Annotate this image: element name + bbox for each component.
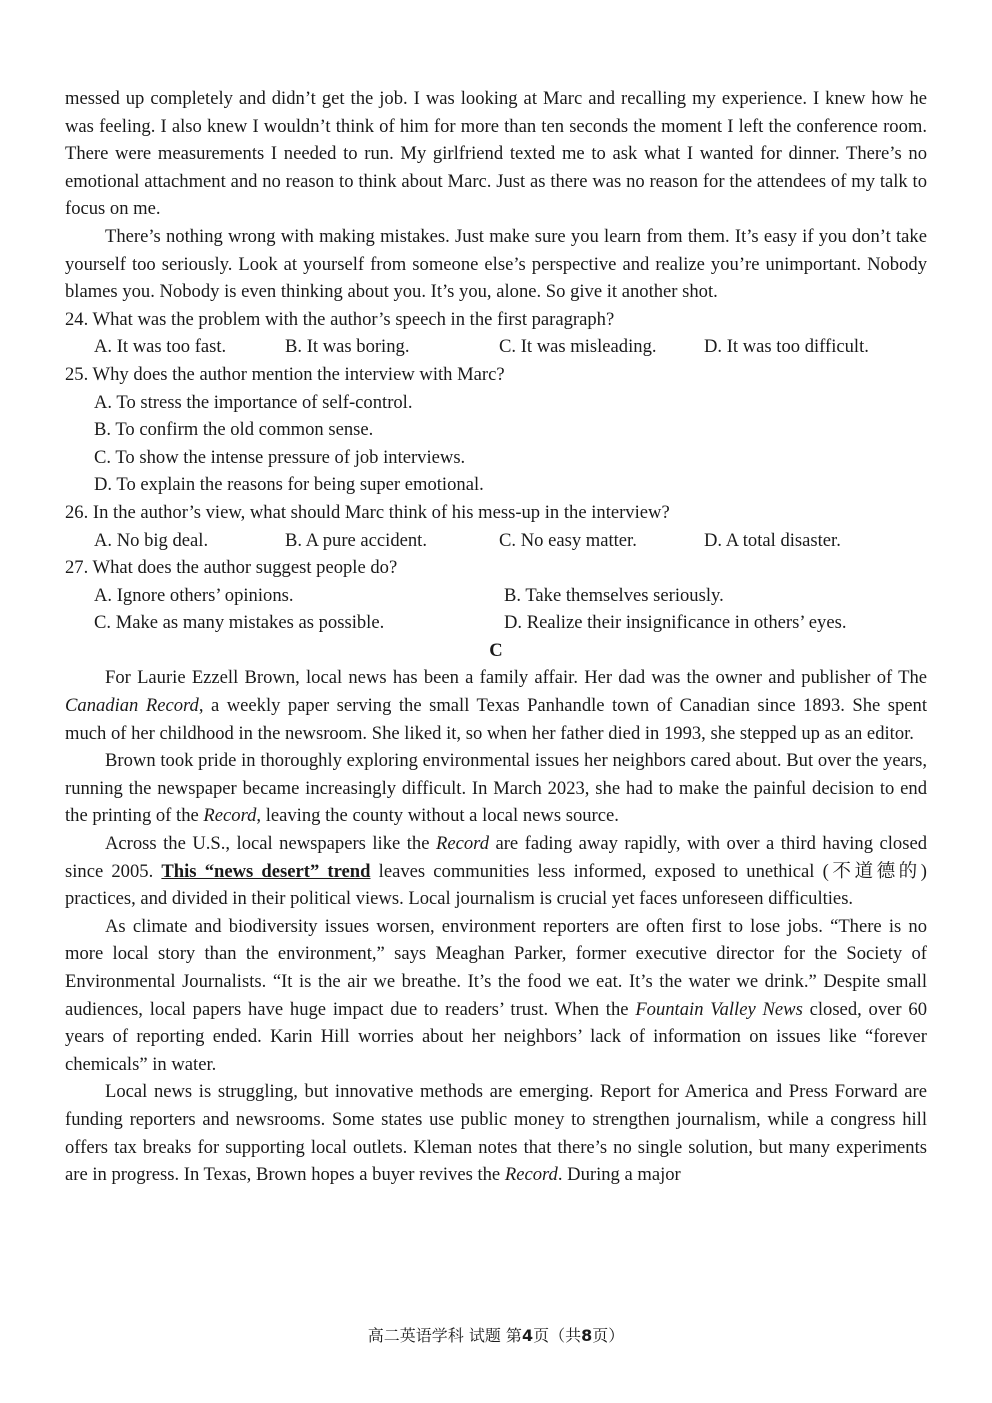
footer-text: 高二英语学科 试题 第 <box>367 1326 522 1345</box>
option-d: D. To explain the reasons for being super emotional. <box>94 474 484 496</box>
page-total: 8 <box>581 1326 593 1345</box>
text: , leaving the county without a local news source. <box>256 805 619 827</box>
page-content <box>65 85 927 1189</box>
text: , a weekly paper serving the small Texas Panhandle town of Canadian since 1893. She spent much of her childhood in the newsroom. She liked it, so when her father died in 1993, she stepped up as an editor. <box>65 695 927 744</box>
option-a: A. To stress the importance of self-control. <box>94 391 413 413</box>
question-25-stem: 25. Why does the author mention the interview with Marc? <box>65 363 505 385</box>
text: leaves communities less informed, exposed to unethical (不道德的) practices, and divided in their political views. Local journalism is crucial yet faces unforeseen difficulties. <box>65 860 927 910</box>
underlined-phrase: This “news desert” trend <box>161 860 371 882</box>
question-26 <box>65 499 927 554</box>
question-27-stem: 27. What does the author suggest people do? <box>65 557 398 579</box>
option-c: C. It was misleading. <box>499 336 657 358</box>
option-d: D. It was too difficult. <box>704 336 869 358</box>
option-b: B. To confirm the old common sense. <box>94 419 374 441</box>
question-27-options-row2 <box>65 609 927 637</box>
option-b: B. Take themselves seriously. <box>504 584 724 606</box>
paragraph-c-3 <box>65 830 927 913</box>
text: . During a major <box>557 1164 681 1186</box>
option-d: D. Realize their insignificance in others’ eyes. <box>504 612 847 634</box>
option-a: A. It was too fast. <box>94 336 227 358</box>
paragraph-c-5 <box>65 1078 927 1188</box>
option-b: B. A pure accident. <box>285 529 427 551</box>
paragraph-b-continued: messed up completely and didn’t get the job. I was looking at Marc and recalling my experience. I knew how he was feeling. I also knew I wouldn’t think of him for more than ten seconds the moment I left the conference room. There were measurements I needed to run. My girlfriend texted me to ask what I wanted for dinner. There’s no emotional attachment and no reason to think about Marc. Just as there was no reason for the attendees of my talk to focus on me. <box>65 88 927 220</box>
question-25 <box>65 361 927 499</box>
section-heading-c: C <box>489 639 503 661</box>
paragraph-c-1 <box>65 664 927 747</box>
footer-text: 页） <box>592 1326 625 1345</box>
newspaper-title: Record <box>504 1164 558 1186</box>
page-footer <box>0 1322 992 1350</box>
footer-text: 页（共 <box>533 1326 582 1345</box>
paragraph-c-4 <box>65 913 927 1079</box>
option-c: C. Make as many mistakes as possible. <box>94 612 385 634</box>
paragraph-c-2 <box>65 747 927 830</box>
question-26-stem: 26. In the author’s view, what should Marc think of his mess-up in the interview? <box>65 501 670 523</box>
page-number: 4 <box>521 1326 534 1345</box>
question-24 <box>65 306 927 361</box>
option-a: A. No big deal. <box>94 529 209 551</box>
paragraph-b-last: There’s nothing wrong with making mistakes. Just make sure you learn from them. It’s easy if you don’t take yourself too seriously. Look at yourself from someone else’s perspective and realize you’re unimportant. Nobody blames you. Nobody is even thinking about you. It’s you, alone. So give it another shot. <box>65 225 927 303</box>
option-a: A. Ignore others’ opinions. <box>94 584 294 606</box>
newspaper-title: Fountain Valley News <box>635 998 803 1020</box>
option-c: C. No easy matter. <box>499 529 637 551</box>
text: Local news is struggling, but innovative methods are emerging. Report for America and Press Forward are funding reporters and newsrooms. Some states use public money to strengthen journalism, while a congress hill offers tax breaks for supporting local outlets. Kleman notes that there’s no single solution, but many experiments are in progress. In Texas, Brown hopes a buyer revives the <box>65 1081 927 1186</box>
question-24-stem: 24. What was the problem with the author’s speech in the first paragraph? <box>65 308 615 330</box>
newspaper-title: Record <box>435 833 489 855</box>
newspaper-title: Canadian Record <box>65 695 199 717</box>
text: For Laurie Ezzell Brown, local news has been a family affair. Her dad was the owner and publisher of The <box>105 667 927 689</box>
option-b: B. It was boring. <box>285 336 410 358</box>
option-c: C. To show the intense pressure of job interviews. <box>94 446 466 468</box>
text: As climate and biodiversity issues worsen, environment reporters are often first to lose jobs. “There is no more local story than the environment,” says Meaghan Parker, former executive director for the Society of Environmental Journalists. “It is the air we breathe. It’s the food we eat. It’s the water we drink.” Despite small audiences, local papers have huge impact due to readers’ trust. When the <box>65 915 927 1020</box>
newspaper-title: Record <box>203 805 257 827</box>
text: Brown took pride in thoroughly exploring environmental issues her neighbors cared about. But over the years, running the newspaper became increasingly difficult. In March 2023, she had to make the painful decision to end the printing of the <box>65 750 927 827</box>
text: closed, over 60 years of reporting ended. Karin Hill worries about her neighbors’ lack of information on issues like “forever chemicals” in water. <box>65 998 927 1075</box>
text: Across the U.S., local newspapers like the <box>105 833 436 855</box>
text: are fading away rapidly, with over a third having closed since 2005. <box>65 833 928 882</box>
question-26-options <box>65 527 927 555</box>
question-27-options-row1 <box>65 582 927 610</box>
question-24-options <box>65 333 927 361</box>
question-27 <box>65 554 927 637</box>
option-d: D. A total disaster. <box>704 529 841 551</box>
